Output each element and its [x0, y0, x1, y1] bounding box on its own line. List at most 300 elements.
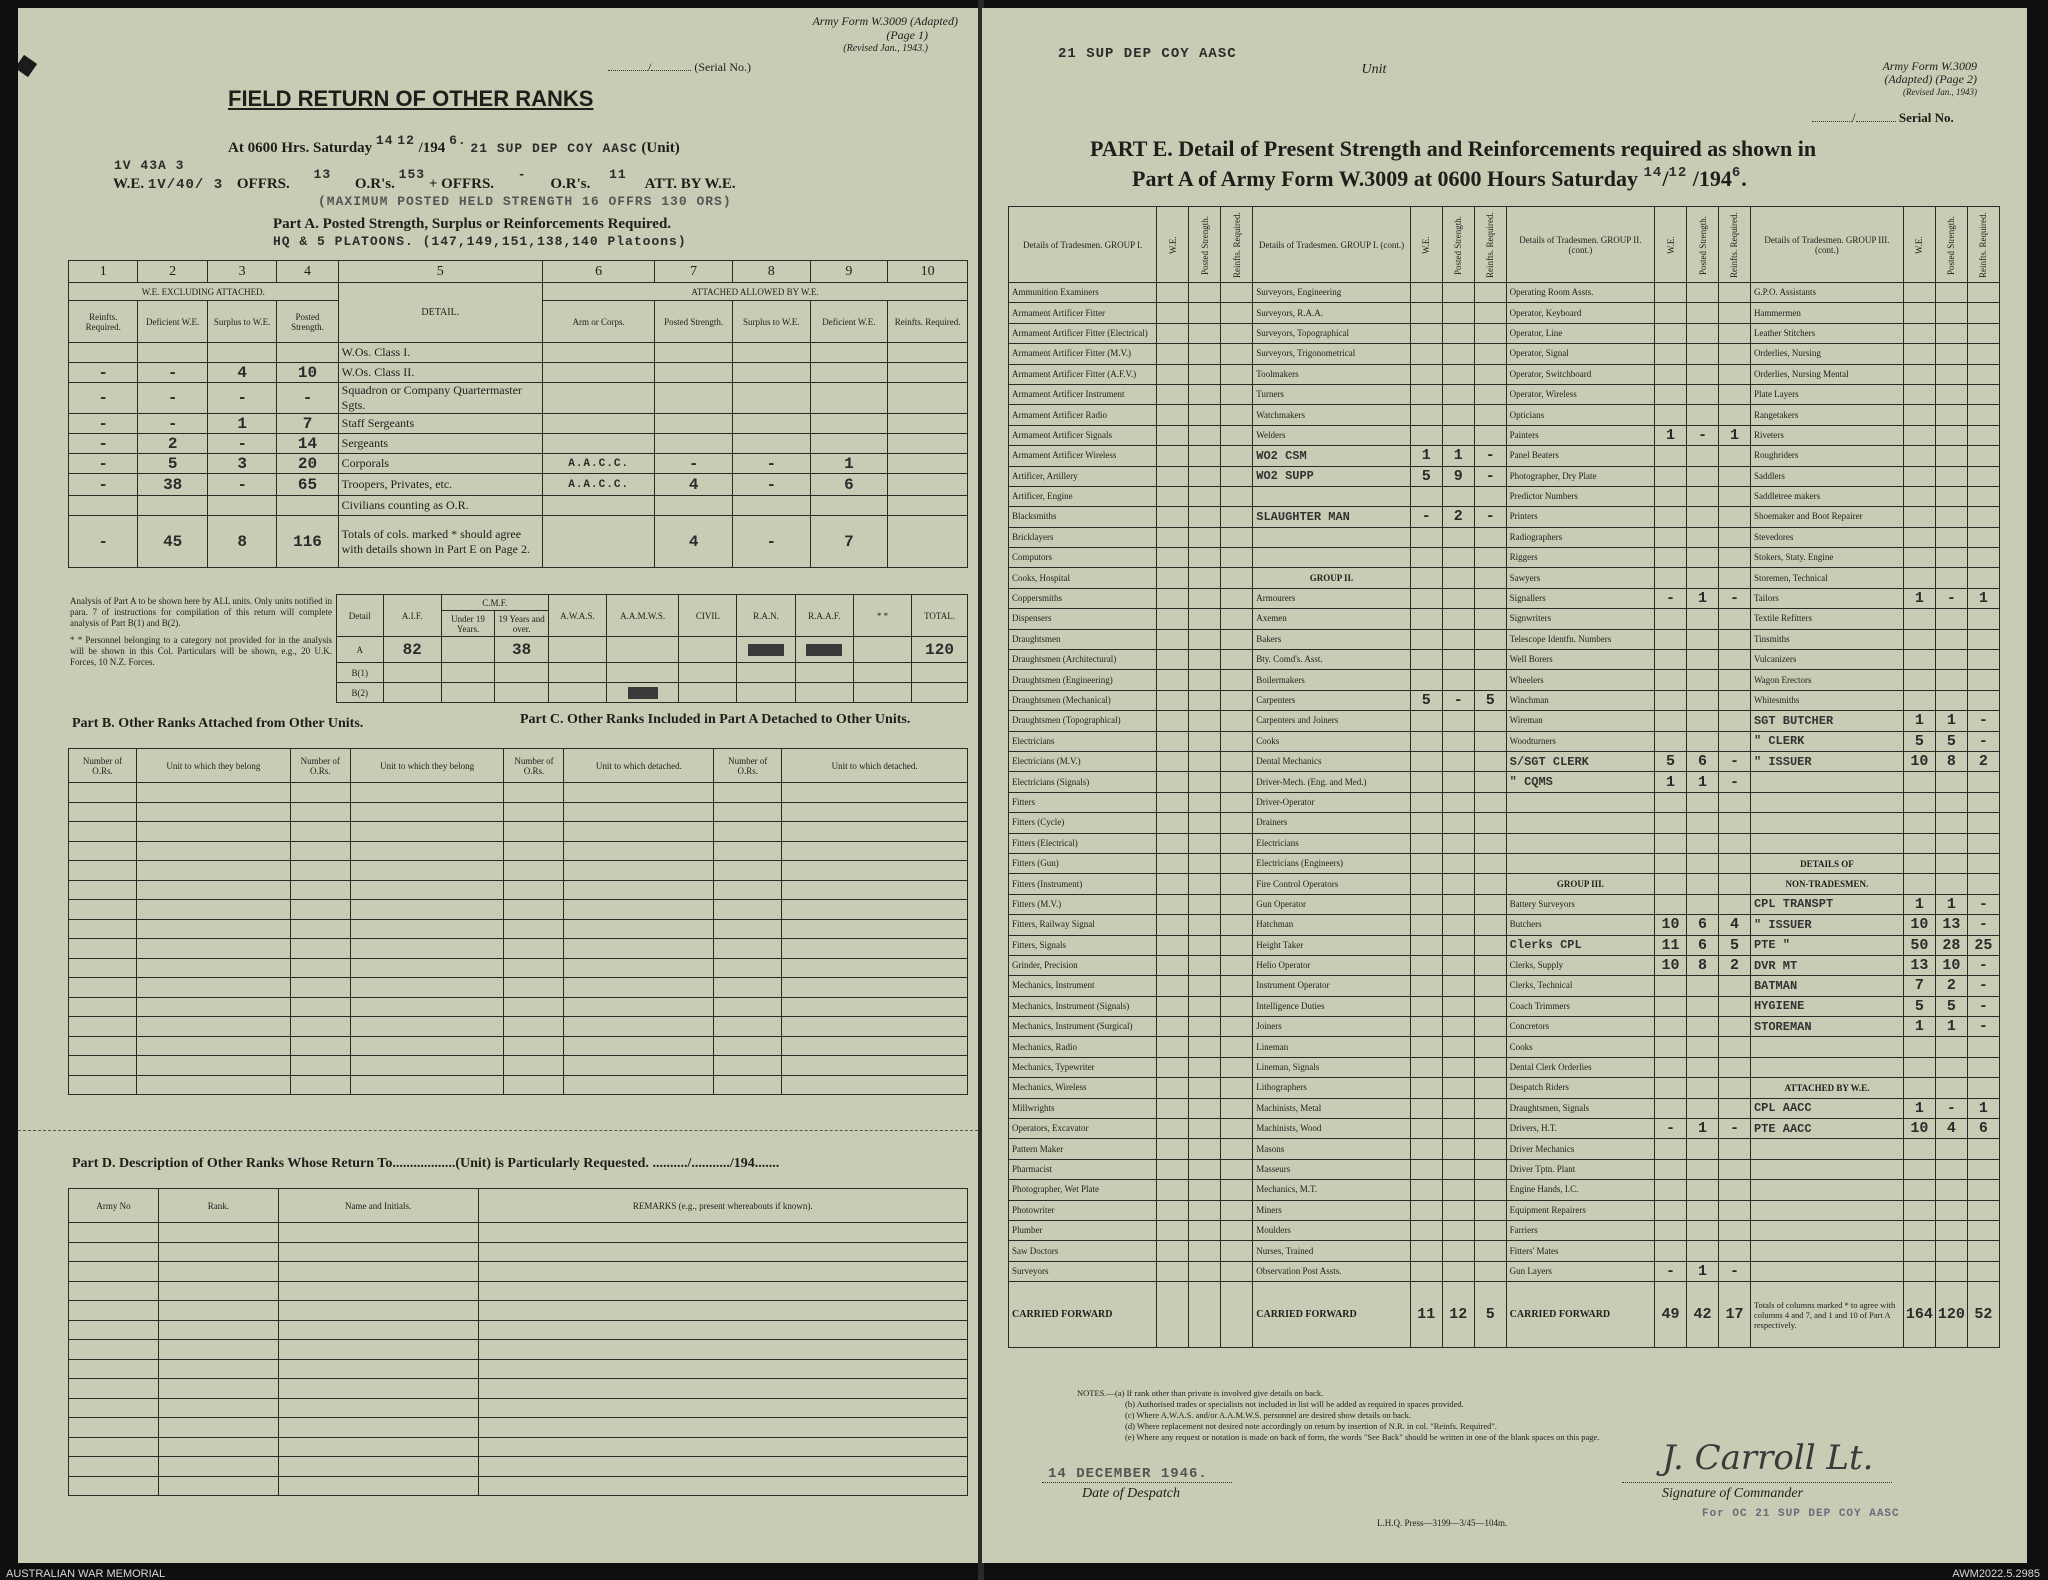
serial-label-p2: Serial No. [1898, 110, 1954, 125]
trade-value: - [1655, 588, 1687, 608]
trade-value [1687, 609, 1719, 629]
trade-value [1903, 384, 1935, 404]
trade-value [1157, 548, 1189, 568]
part-d-col: Army No [69, 1189, 159, 1223]
trade-value [1442, 1057, 1474, 1077]
part-e-row [1009, 833, 2000, 853]
trade-label: Whitesmiths [1750, 690, 1903, 710]
trade-value: 1 [1935, 1017, 1967, 1037]
group-1-header: Details of Tradesmen. GROUP I. [1009, 207, 1157, 283]
form-page-1 [18, 8, 978, 1563]
trade-value [1718, 323, 1750, 343]
trade-value: 5 [1903, 996, 1935, 1016]
trade-value [1903, 629, 1935, 649]
trade-value [1221, 853, 1253, 873]
trade-value [1189, 446, 1221, 466]
trade-value [1410, 1220, 1442, 1240]
part-bc-row [69, 783, 968, 803]
trade-value [1410, 364, 1442, 384]
trade-label: Orderlies, Nursing Mental [1750, 364, 1903, 384]
date-line [228, 133, 680, 157]
trade-value [1655, 1139, 1687, 1159]
trade-value [1189, 1220, 1221, 1240]
trade-label: Observation Post Assts. [1253, 1261, 1411, 1281]
part-a-c2: - [138, 383, 207, 414]
trade-value [1687, 853, 1719, 873]
trade-value [1655, 874, 1687, 894]
trade-value [1221, 303, 1253, 323]
trade-value [1903, 1159, 1935, 1179]
part-a-c1: - [69, 414, 138, 434]
part-bc-cell [782, 841, 968, 861]
trade-value [1442, 548, 1474, 568]
trade-value: 9 [1442, 466, 1474, 486]
trade-value [1221, 1139, 1253, 1159]
trade-value [1935, 283, 1967, 303]
trade-value [1410, 1017, 1442, 1037]
trade-label [1750, 1037, 1903, 1057]
trade-label: Drivers, H.T. [1506, 1119, 1654, 1139]
trade-value [1442, 1139, 1474, 1159]
despatch-date: 14 DECEMBER 1946. [1048, 1466, 1208, 1482]
trade-value [1655, 996, 1687, 1016]
trade-value [1410, 303, 1442, 323]
trade-value: - [1442, 690, 1474, 710]
part-bc-cell [350, 978, 504, 998]
trade-label: ATTACHED BY W.E. [1750, 1078, 1903, 1098]
part-d-title: Part D. Description of Other Ranks Whose Return To..................(Unit) is Particularly Requested. ........../.........../194....... [72, 1156, 780, 1171]
trade-value [1655, 1159, 1687, 1179]
part-a-c1 [69, 496, 138, 516]
part-bc-cell [136, 802, 290, 822]
trade-value [1655, 1098, 1687, 1118]
trade-label: Saddlers [1750, 466, 1903, 486]
trade-value [1410, 915, 1442, 935]
trade-label: Sawyers [1506, 568, 1654, 588]
trade-value [1189, 1057, 1221, 1077]
trade-label: Boilermakers [1253, 670, 1411, 690]
trade-value [1967, 772, 1999, 792]
trade-value [1718, 670, 1750, 690]
trade-label: Instrument Operator [1253, 976, 1411, 996]
trade-value: 1 [1718, 425, 1750, 445]
part-a-c4: 116 [277, 516, 338, 568]
trade-value [1718, 1220, 1750, 1240]
part-e-row [1009, 446, 2000, 466]
trade-value [1655, 731, 1687, 751]
trade-value: 5 [1718, 935, 1750, 955]
part-d-cell [478, 1242, 967, 1262]
trade-value [1442, 976, 1474, 996]
col-num: 8 [732, 261, 810, 283]
trade-value [1967, 833, 1999, 853]
trade-label: Electricians (M.V.) [1009, 751, 1157, 771]
part-a-c10 [888, 496, 968, 516]
trade-value [1410, 588, 1442, 608]
part-bc-cell [350, 1017, 504, 1037]
trade-value [1221, 955, 1253, 975]
part-a-arm: A.A.C.C. [542, 474, 654, 496]
trade-value: 28 [1935, 935, 1967, 955]
part-bc-cell [350, 1056, 504, 1076]
trade-value [1687, 568, 1719, 588]
trade-value [1967, 1200, 1999, 1220]
trade-value [1967, 670, 1999, 690]
part-bc-cell [350, 880, 504, 900]
part-a-row [69, 516, 968, 568]
trade-value [1221, 935, 1253, 955]
trade-value [1442, 751, 1474, 771]
part-e-title-2: Part A of Army Form W.3009 at 0600 Hours Saturday $^{14}$/$^{12}$ $/194^6$. [1132, 165, 1747, 191]
trade-value: 1 [1687, 1261, 1719, 1281]
trade-label: Driver Tptn. Plant [1506, 1159, 1654, 1179]
trade-label: Mechanics, Instrument [1009, 976, 1157, 996]
trade-value [1442, 874, 1474, 894]
trade-value [1474, 955, 1506, 975]
part-bc-cell [564, 1036, 714, 1056]
offrs-value: 13 [313, 167, 332, 182]
trade-label: Carpenters and Joiners [1253, 711, 1411, 731]
part-e-row [1009, 670, 2000, 690]
trade-label: STOREMAN [1750, 1017, 1903, 1037]
trade-value [1474, 283, 1506, 303]
trade-value [1189, 486, 1221, 506]
trade-label: Dispensers [1009, 609, 1157, 629]
date-month: 12 [397, 133, 415, 148]
trade-value [1410, 384, 1442, 404]
trade-label: Moulders [1253, 1220, 1411, 1240]
trade-value [1410, 425, 1442, 445]
part-bc-cell [564, 1056, 714, 1076]
trade-value [1967, 1159, 1999, 1179]
trade-label: Farriers [1506, 1220, 1654, 1240]
part-e-row [1009, 548, 2000, 568]
trade-value [1474, 1078, 1506, 1098]
trade-value [1903, 323, 1935, 343]
trade-value [1189, 1282, 1221, 1348]
trade-label: Predictor Numbers [1506, 486, 1654, 506]
trade-label: Wheelers [1506, 670, 1654, 690]
trade-label: Fitters (Gun) [1009, 853, 1157, 873]
trade-value [1221, 384, 1253, 404]
trade-label: Fitters (Instrument) [1009, 874, 1157, 894]
part-bc-cell [782, 802, 968, 822]
trade-value [1967, 813, 1999, 833]
trade-label: Dental Clerk Orderlies [1506, 1057, 1654, 1077]
trade-value [1687, 384, 1719, 404]
trade-value [1967, 853, 1999, 873]
part-bc-cell [782, 861, 968, 881]
part-bc-cell [350, 997, 504, 1017]
trade-value [1655, 1057, 1687, 1077]
trade-label: CPL TRANSPT [1750, 894, 1903, 914]
trade-label: Nurses, Trained [1253, 1241, 1411, 1261]
part-bc-cell [69, 958, 137, 978]
trade-value [1157, 792, 1189, 812]
trade-label: Computors [1009, 548, 1157, 568]
trade-value [1221, 629, 1253, 649]
trade-value: - [1967, 996, 1999, 1016]
part-d-cell [278, 1398, 478, 1418]
part-d-row [69, 1418, 968, 1438]
trade-label: Turners [1253, 384, 1411, 404]
reinfts-header: Reinfts. Required. [1221, 207, 1253, 283]
trade-value [1157, 1261, 1189, 1281]
trade-label: Photowriter [1009, 1200, 1157, 1220]
form-page-2 [982, 8, 2027, 1563]
trade-value [1157, 303, 1189, 323]
trade-value [1157, 813, 1189, 833]
trade-value: 10 [1903, 915, 1935, 935]
trade-value: 10 [1935, 955, 1967, 975]
trade-value [1718, 446, 1750, 466]
trade-value [1442, 609, 1474, 629]
trade-value [1967, 629, 1999, 649]
part-d-cell [278, 1340, 478, 1360]
trade-value: 1 [1935, 894, 1967, 914]
title-year: /194 [1692, 166, 1732, 191]
part-d-cell [69, 1398, 159, 1418]
trade-label: Well Borers [1506, 650, 1654, 670]
trade-label: Clerks CPL [1506, 935, 1654, 955]
part-d-row [69, 1301, 968, 1321]
trade-value [1189, 650, 1221, 670]
note: (c) Where A.W.A.S. and/or A.A.M.W.S. personnel are desired show details on back. [1125, 1410, 1412, 1420]
part-d-cell [158, 1379, 278, 1399]
trade-value [1655, 384, 1687, 404]
trade-value [1442, 1098, 1474, 1118]
analysis-row-label: A [337, 637, 384, 663]
part-bc-row [69, 919, 968, 939]
part-b-col: Unit to which they belong [136, 749, 290, 783]
trade-value [1655, 813, 1687, 833]
part-a-c10 [888, 474, 968, 496]
trade-value [1655, 507, 1687, 527]
part-bc-cell [782, 880, 968, 900]
part-e-row [1009, 323, 2000, 343]
trade-value [1718, 813, 1750, 833]
part-d-cell [278, 1320, 478, 1340]
part-a-row [69, 414, 968, 434]
part-a-arm: A.A.C.C. [542, 454, 654, 474]
part-d-row [69, 1476, 968, 1496]
trade-value [1442, 1180, 1474, 1200]
trade-value [1157, 283, 1189, 303]
part-a-detail: Troopers, Privates, etc. [338, 474, 542, 496]
trade-label: Plate Layers [1750, 384, 1903, 404]
part-bc-cell [782, 978, 968, 998]
part-d-cell [158, 1320, 278, 1340]
trade-value [1655, 303, 1687, 323]
trade-value [1442, 384, 1474, 404]
part-d-cell [478, 1359, 967, 1379]
trade-value: - [1967, 894, 1999, 914]
part-d-cell [278, 1437, 478, 1457]
trade-value [1442, 364, 1474, 384]
part-bc-cell [69, 841, 137, 861]
trade-label: Operator, Line [1506, 323, 1654, 343]
part-e-row [1009, 976, 2000, 996]
part-d-row [69, 1457, 968, 1477]
part-bc-cell [504, 978, 564, 998]
trade-label [1750, 1057, 1903, 1077]
trade-label: Artificer, Artillery [1009, 466, 1157, 486]
trade-value [1718, 1159, 1750, 1179]
part-a-c3: - [207, 434, 276, 454]
trade-value [1474, 853, 1506, 873]
plus: + [428, 176, 438, 192]
trade-value [1221, 548, 1253, 568]
trade-value: 1 [1903, 588, 1935, 608]
trade-value [1903, 1261, 1935, 1281]
part-d-cell [158, 1340, 278, 1360]
trade-value [1935, 1261, 1967, 1281]
trade-value [1687, 731, 1719, 751]
part-a-arm [542, 383, 654, 414]
trade-value [1474, 1180, 1506, 1200]
trade-label: Surveyors, Engineering [1253, 283, 1411, 303]
trade-value [1967, 1078, 1999, 1098]
trade-value [1410, 955, 1442, 975]
trade-label: Despatch Riders [1506, 1078, 1654, 1098]
trade-value [1474, 548, 1506, 568]
part-bc-cell [714, 861, 782, 881]
note: (d) Where replacement not desired note accordingly on return by insertion of N.R. in col. "Reinfs. Required". [1125, 1421, 1497, 1431]
part-a-c3: - [207, 474, 276, 496]
trade-value [1221, 323, 1253, 343]
part-a-c2 [138, 343, 207, 363]
trade-label: Saddletree makers [1750, 486, 1903, 506]
trade-label: Photographer, Dry Plate [1506, 466, 1654, 486]
trade-value [1410, 711, 1442, 731]
part-bc-cell [714, 997, 782, 1017]
trade-value [1687, 996, 1719, 1016]
trade-value [1903, 670, 1935, 690]
trade-value [1718, 568, 1750, 588]
trade-value [1157, 1241, 1189, 1261]
trade-value [1903, 772, 1935, 792]
trade-value [1655, 976, 1687, 996]
trade-label: Masseurs [1253, 1159, 1411, 1179]
trade-label: Saw Doctors [1009, 1241, 1157, 1261]
trade-value [1474, 976, 1506, 996]
trade-label: Surveyors, Topographical [1253, 323, 1411, 343]
trade-value [1655, 1200, 1687, 1220]
part-a-c1: - [69, 383, 138, 414]
trade-value: - [1935, 1098, 1967, 1118]
part-bc-cell [782, 939, 968, 959]
part-a-c3 [207, 343, 276, 363]
part-bc-cell [350, 783, 504, 803]
trade-value [1221, 813, 1253, 833]
detail-header: DETAIL. [338, 283, 542, 343]
trade-value [1655, 670, 1687, 690]
part-d-cell [278, 1281, 478, 1301]
serial-label: (Serial No.) [694, 60, 751, 74]
part-a-c8 [732, 414, 810, 434]
part-a-c8: - [732, 516, 810, 568]
trade-value [1157, 323, 1189, 343]
trade-label: Mechanics, M.T. [1253, 1180, 1411, 1200]
trade-label: Stokers, Staty. Engine [1750, 548, 1903, 568]
part-a-c4 [277, 496, 338, 516]
trade-value [1189, 1159, 1221, 1179]
trade-label: Butchers [1506, 915, 1654, 935]
trade-value [1687, 1139, 1719, 1159]
we-excl-header: W.E. EXCLUDING ATTACHED. [69, 283, 339, 301]
trade-value [1189, 711, 1221, 731]
carried-forward-row [1009, 1282, 2000, 1348]
part-d-col: REMARKS (e.g., present whereabouts if known). [478, 1189, 967, 1223]
trade-value [1157, 853, 1189, 873]
trade-value [1221, 1261, 1253, 1281]
part-bc-cell [290, 822, 350, 842]
trade-value [1157, 568, 1189, 588]
trade-value [1157, 1017, 1189, 1037]
trade-value: 42 [1687, 1282, 1719, 1348]
trade-value [1221, 874, 1253, 894]
trade-value [1687, 1220, 1719, 1240]
trade-value [1474, 486, 1506, 506]
trade-value [1935, 874, 1967, 894]
part-bc-cell [136, 841, 290, 861]
trade-label: " ISSUER [1750, 915, 1903, 935]
trade-label: Surveyors, R.A.A. [1253, 303, 1411, 323]
part-bc-cell [69, 997, 137, 1017]
trade-value [1442, 344, 1474, 364]
trade-value [1687, 283, 1719, 303]
trade-value [1189, 1200, 1221, 1220]
part-e-row [1009, 1139, 2000, 1159]
revised: (Revised Jan., 1943.) [843, 43, 928, 54]
trade-value [1474, 1261, 1506, 1281]
part-e-row [1009, 486, 2000, 506]
note: (e) Where any request or notation is made on back of form, the words "See Back" should be written in one of the blank spaces on this page. [1125, 1432, 1600, 1442]
part-bc-cell [564, 880, 714, 900]
trade-value [1655, 364, 1687, 384]
trade-value [1189, 405, 1221, 425]
part-d-cell [478, 1437, 967, 1457]
trade-label: Driver Mechanics [1506, 1139, 1654, 1159]
trade-value [1687, 486, 1719, 506]
trade-label: Armament Artificer Fitter (Electrical) [1009, 323, 1157, 343]
part-bc-cell [350, 1036, 504, 1056]
trade-label: Signallers [1506, 588, 1654, 608]
date-year-prefix: /194 [418, 140, 446, 156]
trade-label: Masons [1253, 1139, 1411, 1159]
trade-value [1474, 609, 1506, 629]
trade-label [1506, 813, 1654, 833]
part-a-detail: Squadron or Company Quartermaster Sgts. [338, 383, 542, 414]
trade-value [1718, 853, 1750, 873]
trade-label: Fitters' Mates [1506, 1241, 1654, 1261]
trade-value [1157, 588, 1189, 608]
reinfts-header: Reinfts. Required. [1474, 207, 1506, 283]
trade-value: 6 [1967, 1119, 1999, 1139]
trade-value: - [1718, 751, 1750, 771]
part-a-c1: - [69, 474, 138, 496]
trade-value [1442, 425, 1474, 445]
trade-value [1967, 874, 1999, 894]
trade-label: Surveyors [1009, 1261, 1157, 1281]
part-d-cell [278, 1359, 478, 1379]
trade-value [1935, 1037, 1967, 1057]
trade-value [1221, 283, 1253, 303]
trade-label: Armament Artificer Fitter [1009, 303, 1157, 323]
trade-value [1474, 650, 1506, 670]
trade-label: Fire Control Operators [1253, 874, 1411, 894]
part-bc-row [69, 1017, 968, 1037]
